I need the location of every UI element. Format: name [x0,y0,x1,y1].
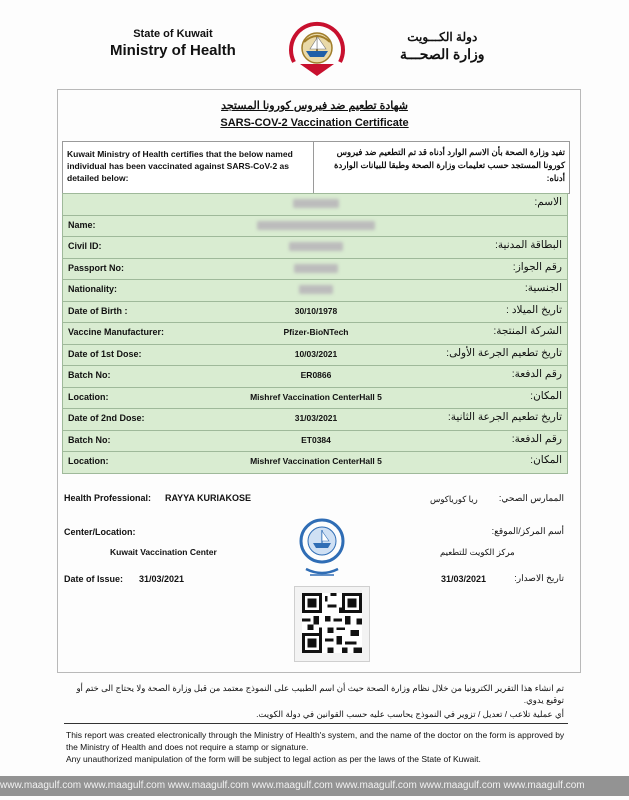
health-professional-label: Health Professional: [64,493,152,503]
table-row [62,237,568,259]
redaction-blur [293,199,339,208]
row-label-ar: الشركة المنتجة: [493,325,562,337]
health-professional-label-ar: الممارس الصحي: [498,493,564,503]
row-value: Mishref Vaccination CenterHall 5 [250,391,382,402]
qr-code-icon [302,593,362,653]
table-row [62,452,568,474]
note-text-ar-1: تم انشاء هذا التقرير الكترونيا من خلال نظام وزارة الصحة حيث أن اسم الطبيب على النموذج معتمد من قبل وزارة الصحة ولا يحتاج الى ختم أو توقيع يدوي. [76,683,564,705]
row-label: Location: [68,456,109,466]
ministry-title-en: Ministry of Health [110,42,236,59]
table-row [62,259,568,281]
row-label-ar: رقم الدفعة: [511,368,562,380]
row-label-ar: تاريخ تطعيم الجرعة الثانية: [447,411,562,423]
row-value: Pfizer-BioNTech [283,327,349,337]
redaction-blur [257,221,375,230]
date-of-issue-value-ar: 31/03/2021 [441,574,487,584]
row-label: Batch No: [68,370,111,380]
table-row [62,431,568,453]
state-title-en: State of Kuwait [133,28,213,40]
redaction-blur [299,285,333,294]
row-label: Civil ID: [68,241,102,251]
date-of-issue-value: 31/03/2021 [139,574,185,584]
row-label: Name: [68,219,96,230]
row-label-ar: المكان: [530,389,562,402]
row-label-ar: الجنسية: [524,282,562,294]
row-label-ar: البطاقة المدنية: [495,239,562,251]
table-row [62,366,568,388]
note-text-ar-2: أي عملية تلاعب / تعديل / تزوير في النموذج يحاسب عليه حسب القوانين في دولة الكويت. [256,709,564,719]
watermark-bar: www.maagulf.com www.maagulf.com www.maagulf.com www.maagulf.com www.maagulf.com www.maagulf.com www.maagulf.com [0,776,629,796]
row-value: ET0384 [301,434,331,445]
row-value-redacted [63,260,569,273]
center-location-label-ar: أسم المركز/الموقع: [491,526,564,536]
date-of-issue-label: Date of Issue: [64,574,124,584]
redaction-blur [294,264,338,273]
date-of-issue-label-ar: تاريخ الاصدار: [514,573,564,583]
row-label: Location: [68,391,109,402]
note-text-en [66,729,568,765]
row-value: 10/03/2021 [294,348,338,359]
row-value-redacted [63,284,569,294]
row-value: Mishref Vaccination CenterHall 5 [250,456,382,466]
details-table [62,193,568,474]
row-label: Date of Birth : [68,305,128,316]
center-name: Kuwait Vaccination Center [110,547,217,557]
row-value: 30/10/1978 [294,305,338,316]
note-text-en-1: This report was created electronically through the Ministry of Health's system, and the name of the doctor on the form is approved by the Ministry of Health and does not require a stamp or signature. [66,730,565,752]
note-text-en-2: Any unauthorized manipulation of the form will be subject to legal action as per the laws of the State of Kuwait. [66,754,481,764]
ministry-stamp-icon [294,517,350,583]
table-row [62,302,568,324]
row-label: Date of 1st Dose: [68,348,142,359]
row-label-ar: تاريخ الميلاد : [506,303,562,316]
table-row [62,323,568,345]
row-label: Nationality: [68,284,118,294]
table-row [62,388,568,410]
row-value: 31/03/2021 [294,413,338,423]
center-location-label: Center/Location: [64,527,136,537]
table-row [62,345,568,367]
row-label: Vaccine Manufacturer: [68,327,165,337]
row-label-ar: تاريخ تطعيم الجرعة الأولى: [446,346,562,359]
state-title-ar: دولة الكـــويت [407,30,478,44]
intro-text-en: Kuwait Ministry of Health certifies that the below named individual has been vaccinated against SARS-CoV-2 as detailed below: [67,149,293,183]
intro-box [62,141,570,194]
redaction-blur [289,242,343,251]
center-name-ar: مركز الكويت للتطعيم [440,547,515,557]
row-value-redacted [63,220,569,230]
health-professional-name-ar: ريا كورياكوس [430,494,478,504]
certificate-title-en: SARS-COV-2 Vaccination Certificate [220,117,409,129]
row-label-ar: المكان: [530,454,562,466]
intro-text-ar: تفيد وزارة الصحة بأن الاسم الوارد أدناه قد تم التطعيم ضد فيروس كورونا المستجد حسب تعليمات وزارة الصحة وطبقا للبيانات الواردة أدناه: [334,147,565,183]
certificate-title-ar: شهادة تطعيم ضد فيروس كورونا المستجد [221,100,408,112]
row-label: Passport No: [68,262,125,273]
ministry-title-ar: وزارة الصحـــة [400,46,485,62]
health-professional-name: RAYYA KURIAKOSE [165,493,252,503]
row-label-ar: رقم الجواز: [512,260,562,273]
header-arabic [400,30,485,63]
row-value-redacted [63,198,569,208]
row-label: Batch No: [68,434,111,445]
row-value-redacted [63,241,569,251]
table-row [62,193,568,216]
row-label: Date of 2nd Dose: [68,413,145,423]
table-row [62,409,568,431]
table-row [62,216,568,238]
row-label-ar: الاسم: [534,196,562,208]
header-english [110,28,236,59]
intro-divider [313,142,314,193]
row-value: ER0866 [300,370,332,380]
kuwait-emblem-icon [286,18,348,80]
table-row [62,280,568,302]
row-label-ar: رقم الدفعة: [511,432,562,445]
notes-divider [64,723,568,724]
